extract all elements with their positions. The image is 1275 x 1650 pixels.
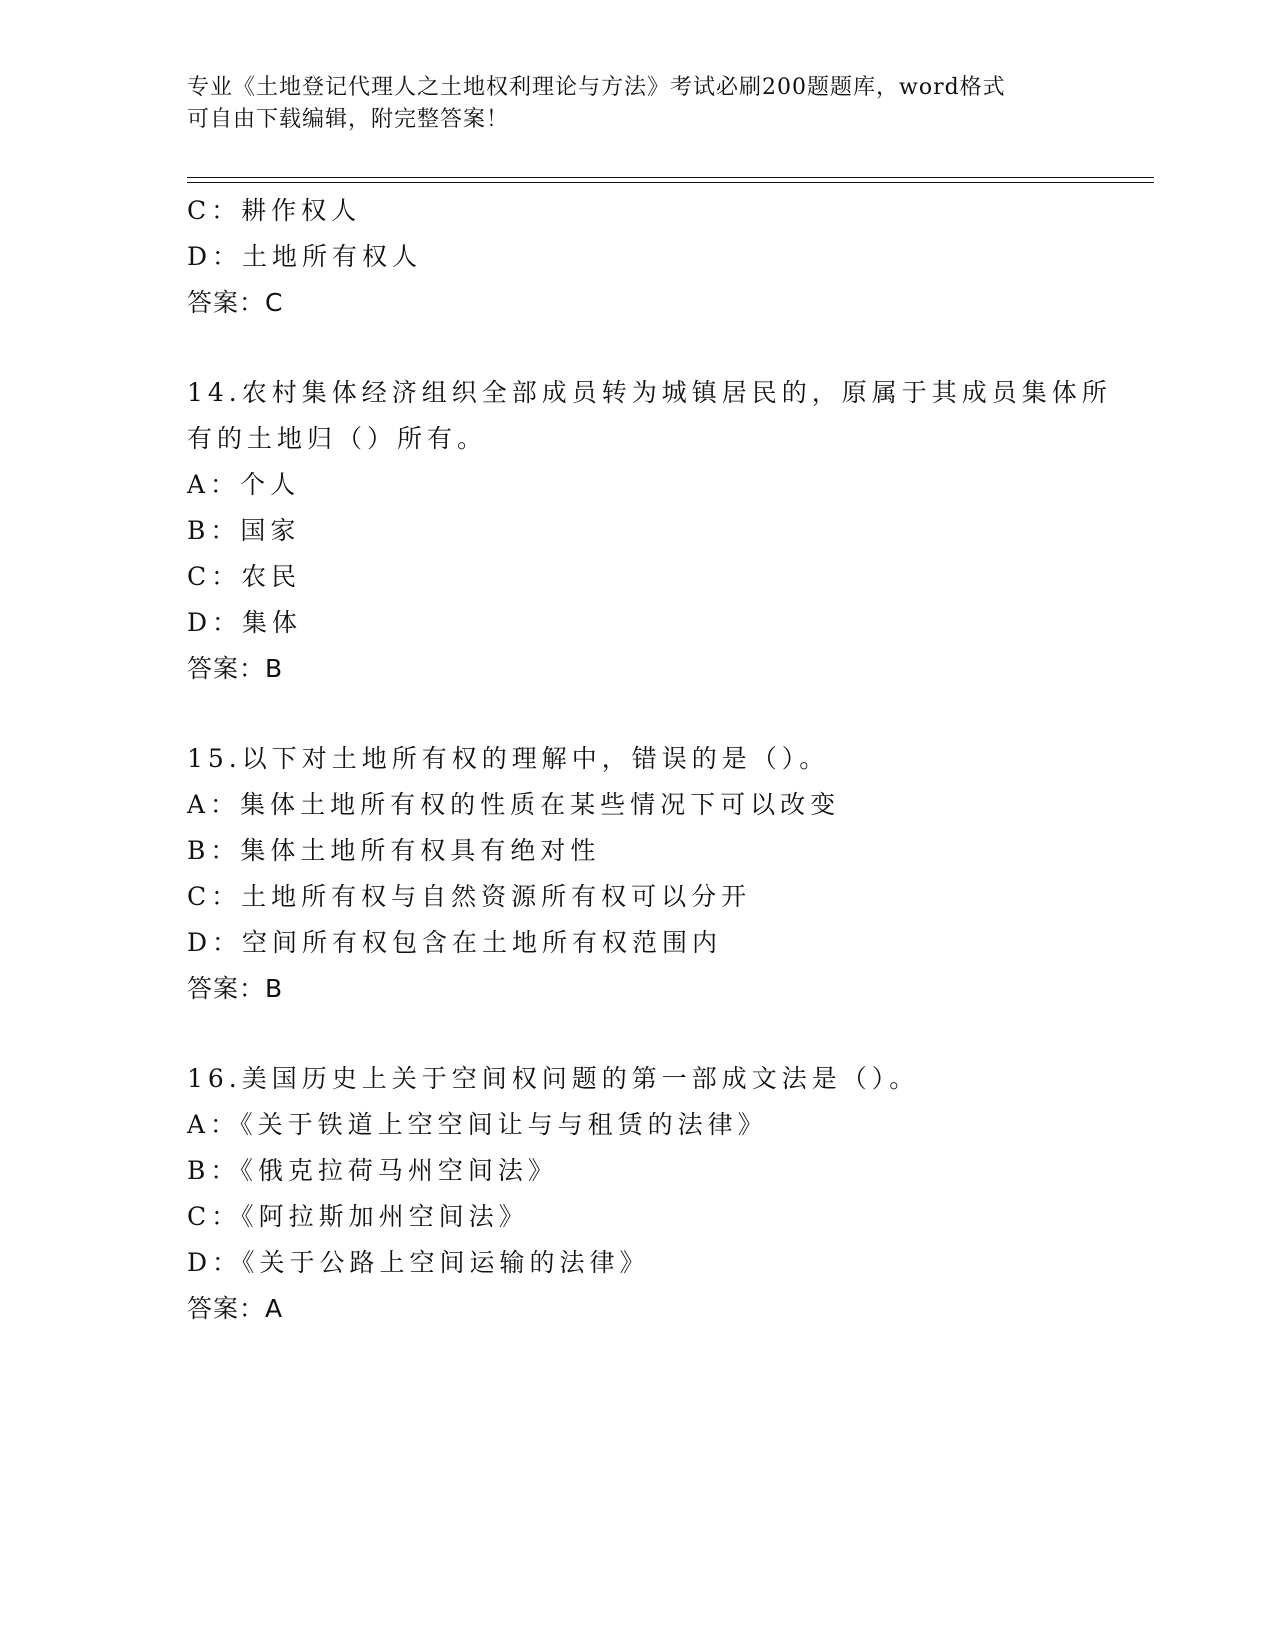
question-14 (187, 370, 1147, 692)
option-letter: C： (187, 1202, 242, 1231)
option-letter: A： (187, 1110, 241, 1139)
option-text: 《关于铁道上空空间让与与租赁的法律》 (240, 1110, 768, 1139)
option-text: 土地所有权与自然资源所有权可以分开 (241, 882, 752, 911)
option-text: 《关于公路上空间运输的法律》 (242, 1248, 650, 1277)
option-text: 国家 (240, 516, 301, 545)
answer: 答案：C (187, 288, 284, 317)
question-stem-line-1: 14.农村集体经济组织全部成员转为城镇居民的，原属于其成员集体所 (187, 378, 1112, 407)
option-c (187, 1194, 1147, 1240)
option-c (187, 874, 1147, 920)
option-letter: C： (187, 196, 242, 225)
option-text: 集体土地所有权具有绝对性 (240, 836, 601, 865)
option-a (187, 1102, 1147, 1148)
option-letter: B： (187, 836, 241, 865)
option-text: 土地所有权人 (242, 242, 423, 271)
option-b (187, 508, 1147, 554)
question-stem-line-1: 15.以下对土地所有权的理解中，错误的是（）。 (187, 744, 830, 773)
question-stem-line-1: 16.美国历史上关于空间权问题的第一部成文法是（）。 (187, 1064, 920, 1093)
option-letter: B： (187, 1156, 241, 1185)
answer: 答案：B (187, 974, 284, 1003)
option-a (187, 782, 1147, 828)
option-d (187, 234, 1147, 280)
question-16 (187, 1056, 1147, 1332)
option-letter: A： (187, 790, 241, 819)
answer: 答案：B (187, 654, 284, 683)
option-letter: D： (187, 608, 243, 637)
option-text: 空间所有权包含在土地所有权范围内 (242, 928, 723, 957)
option-letter: A： (187, 470, 241, 499)
option-d (187, 920, 1147, 966)
option-text: 《阿拉斯加州空间法》 (241, 1202, 529, 1231)
option-b (187, 828, 1147, 874)
answer: 答案：A (187, 1294, 284, 1323)
option-text: 耕作权人 (241, 196, 362, 225)
option-text: 集体土地所有权的性质在某些情况下可以改变 (240, 790, 841, 819)
option-letter: C： (187, 562, 242, 591)
question-content (187, 188, 1147, 1332)
option-c (187, 554, 1147, 600)
option-c (187, 188, 1147, 234)
option-letter: D： (187, 928, 243, 957)
option-text: 农民 (241, 562, 302, 591)
header-title-line-1: 专业《土地登记代理人之土地权利理论与方法》考试必刷200题题库，word格式 (187, 75, 1006, 100)
question-15 (187, 736, 1147, 1012)
option-letter: D： (187, 1248, 243, 1277)
question-13-fragment (187, 188, 1147, 326)
option-letter: C： (187, 882, 242, 911)
option-letter: D： (187, 242, 243, 271)
option-a (187, 462, 1147, 508)
option-letter: B： (187, 516, 241, 545)
option-text: 集体 (242, 608, 303, 637)
page-header (187, 72, 1087, 136)
question-stem-line-2: 有的土地归（）所有。 (187, 424, 488, 453)
header-title-line-2: 可自由下载编辑，附完整答案！ (187, 107, 510, 132)
option-d (187, 600, 1147, 646)
option-text: 个人 (240, 470, 301, 499)
option-text: 《俄克拉荷马州空间法》 (240, 1156, 558, 1185)
header-divider (187, 177, 1154, 183)
option-d (187, 1240, 1147, 1286)
option-b (187, 1148, 1147, 1194)
